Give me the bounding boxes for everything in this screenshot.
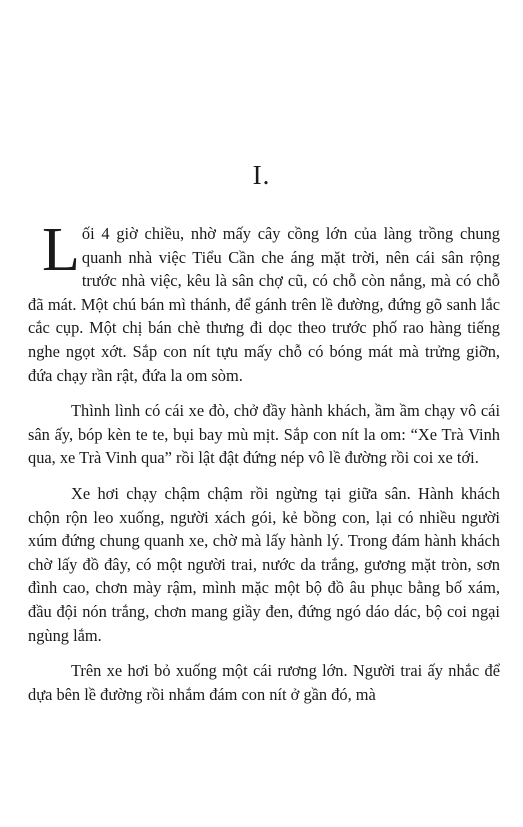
drop-cap: L — [42, 216, 80, 284]
paragraph-1 — [28, 216, 500, 387]
chapter-heading: I. — [252, 160, 271, 190]
paragraph-4: Trên xe hơi bỏ xuống một cái rương lớn. Người trai ấy nhắc để dựa bên lề đường rồi nhắm đám con nít ở gần đó, mà — [28, 661, 500, 704]
paragraph-3: Xe hơi chạy chậm chậm rồi ngừng tại giữa sân. Hành khách chộn rộn leo xuống, người xách gói, kẻ bồng con, lại có nhiều người xúm đứng chung quanh xe, chờ mà lấy hành lý. Trong đám hành khách chờ lấy đồ đây, có một người trai, nước da trắng, gương mặt tròn, sơn đình cao, chơn mày rậm, mình mặc một bộ đồ âu phục bằng bố xám, đầu đội nón trắng, chơn mang giầy đen, đứng ngó dáo dác, bộ coi ngại ngùng lắm. — [28, 483, 500, 645]
paragraph-2: Thình lình có cái xe đò, chở đầy hành khách, ầm ầm chạy vô cái sân ấy, bóp kèn te te, bụi bay mù mịt. Sắp con nít la om: “Xe Trà Vinh qua, xe Trà Vinh qua” rồi lật đật đứng nép vô lề đường rồi coi xe tới. — [28, 401, 500, 468]
paragraph-1-text: ối 4 giờ chiều, nhờ mấy cây cồng lớn của làng trồng chung quanh nhà việc Tiểu Cần che áng mặt trời, nên cái sân rộng trước nhà việc, kêu là sân chợ cũ, có chỗ còn nắng, mà có chỗ đã mát. Một chú bán mì thánh, để gánh trên lề đường, đứng gõ sanh lắc cắc cụp. Một chị bán chè thưng đi dọc theo trước phố rao hàng tiếng nghe ngọt xớt. Sắp con nít tựu mấy chỗ có bóng mát mà trửng giỡn, đứa chạy rần rật, đứa la om sòm. — [28, 224, 500, 385]
chapter-body — [28, 216, 500, 706]
